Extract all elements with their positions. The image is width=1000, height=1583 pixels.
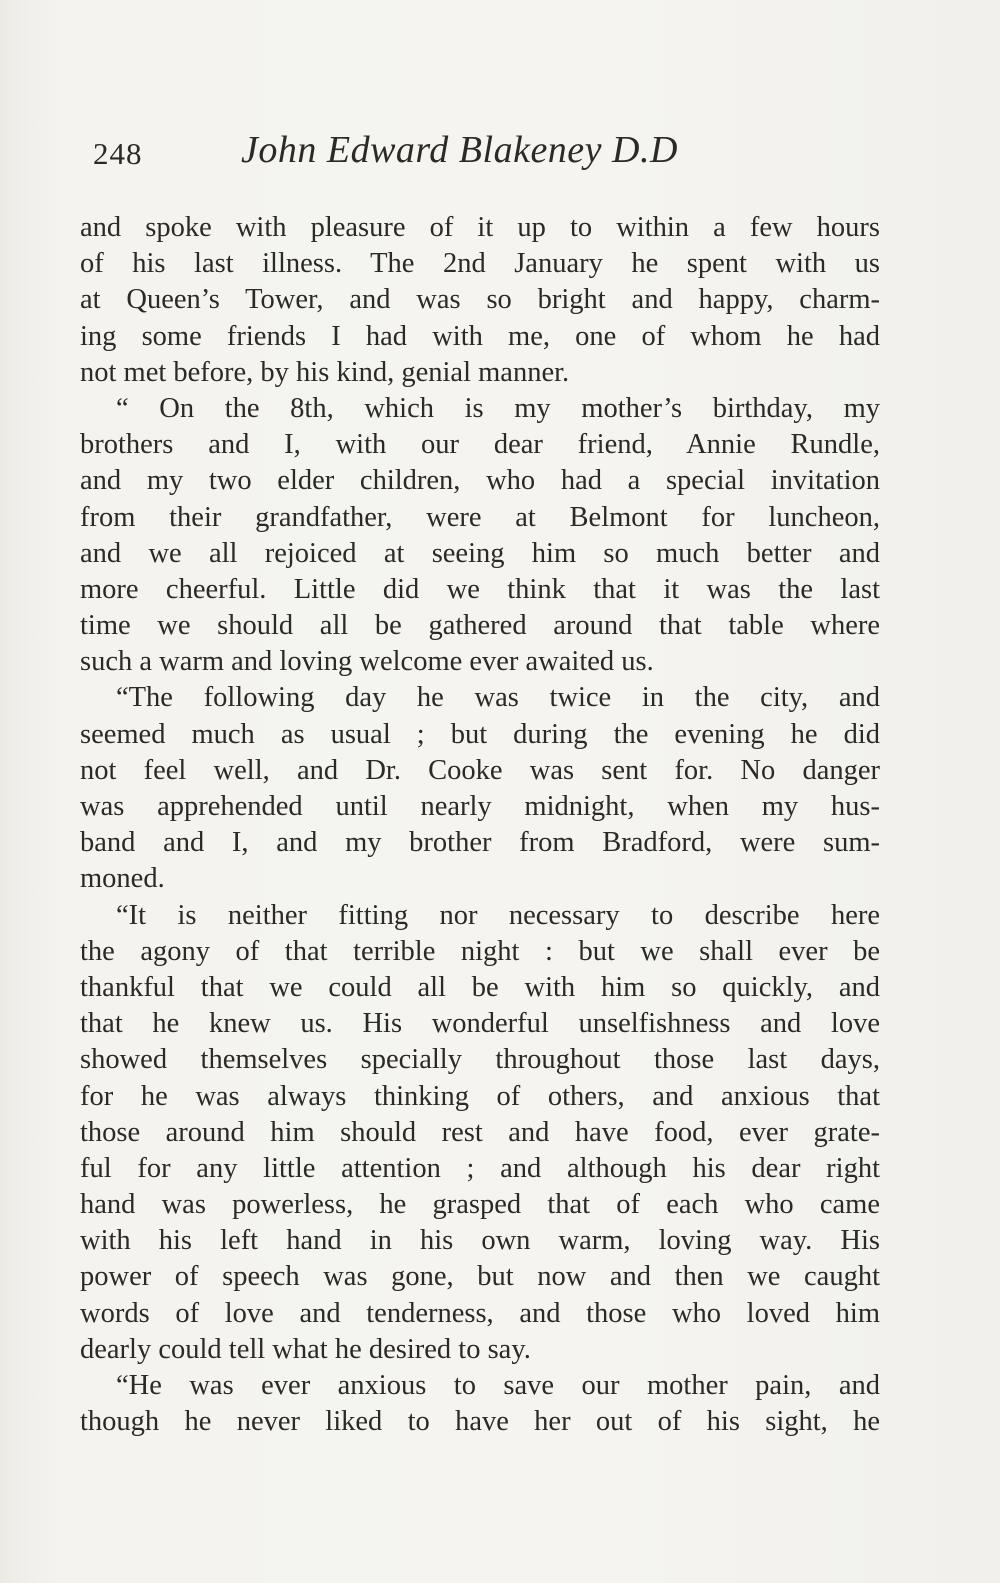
body-text <box>80 210 880 1440</box>
text-line: was apprehended until nearly midnight, when my hus- <box>80 791 880 822</box>
text-line: seemed much as usual ; but during the evening he did <box>80 718 880 750</box>
text-line: brothers and I, with our dear friend, Annie Rundle, <box>80 429 880 461</box>
text-line: “He was ever anxious to save our mother pain, and <box>116 1370 880 1401</box>
text-line: the agony of that terrible night : but we shall ever be <box>80 935 880 967</box>
text-line: dearly could tell what he desired to say. <box>80 1333 531 1365</box>
text-line: such a warm and loving welcome ever awaited us. <box>80 646 654 678</box>
page-header <box>93 128 873 184</box>
text-line: “It is neither fitting nor necessary to describe here <box>116 899 880 931</box>
text-line: of his last illness. The 2nd January he spent with us <box>80 248 880 280</box>
text-line: and spoke with pleasure of it up to within a few hours <box>80 212 880 243</box>
text-line: that he knew us. His wonderful unselfishness and love <box>80 1008 880 1040</box>
text-line: hand was powerless, he grasped that of each who came <box>80 1189 880 1221</box>
text-line: not feel well, and Dr. Cooke was sent for. No danger <box>80 754 880 786</box>
running-title: John Edward Blakeney D.D <box>241 129 678 171</box>
text-line: and we all rejoiced at seeing him so much better and <box>80 537 880 569</box>
text-line: with his left hand in his own warm, loving way. His <box>80 1225 880 1257</box>
text-line: for he was always thinking of others, and anxious that <box>80 1080 880 1112</box>
text-line: those around him should rest and have food, ever grate- <box>80 1116 880 1148</box>
text-line: “ On the 8th, which is my mother’s birthday, my <box>116 392 880 424</box>
text-line: at Queen’s Tower, and was so bright and happy, charm- <box>80 284 880 316</box>
text-line: “The following day he was twice in the city, and <box>116 682 880 714</box>
text-line: time we should all be gathered around that table where <box>80 610 880 642</box>
text-line: moned. <box>80 863 165 895</box>
text-line: not met before, by his kind, genial manner. <box>80 356 570 388</box>
text-line: power of speech was gone, but now and then we caught <box>80 1261 880 1293</box>
text-line: showed themselves specially throughout those last days, <box>80 1044 880 1076</box>
text-line: ing some friends I had with me, one of whom he had <box>80 320 880 352</box>
text-line: band and I, and my brother from Bradford, were sum- <box>80 827 880 859</box>
text-line: ful for any little attention ; and although his dear right <box>80 1152 880 1184</box>
text-line: though he never liked to have her out of his sight, he <box>80 1406 880 1438</box>
text-line: thankful that we could all be with him so quickly, and <box>80 971 880 1003</box>
text-line: more cheerful. Little did we think that it was the last <box>80 573 880 605</box>
text-line: and my two elder children, who had a special invitation <box>80 465 880 497</box>
page-number: 248 <box>93 136 143 171</box>
text-line: words of love and tenderness, and those who loved him <box>80 1297 880 1329</box>
text-line: from their grandfather, were at Belmont for luncheon, <box>80 501 880 533</box>
